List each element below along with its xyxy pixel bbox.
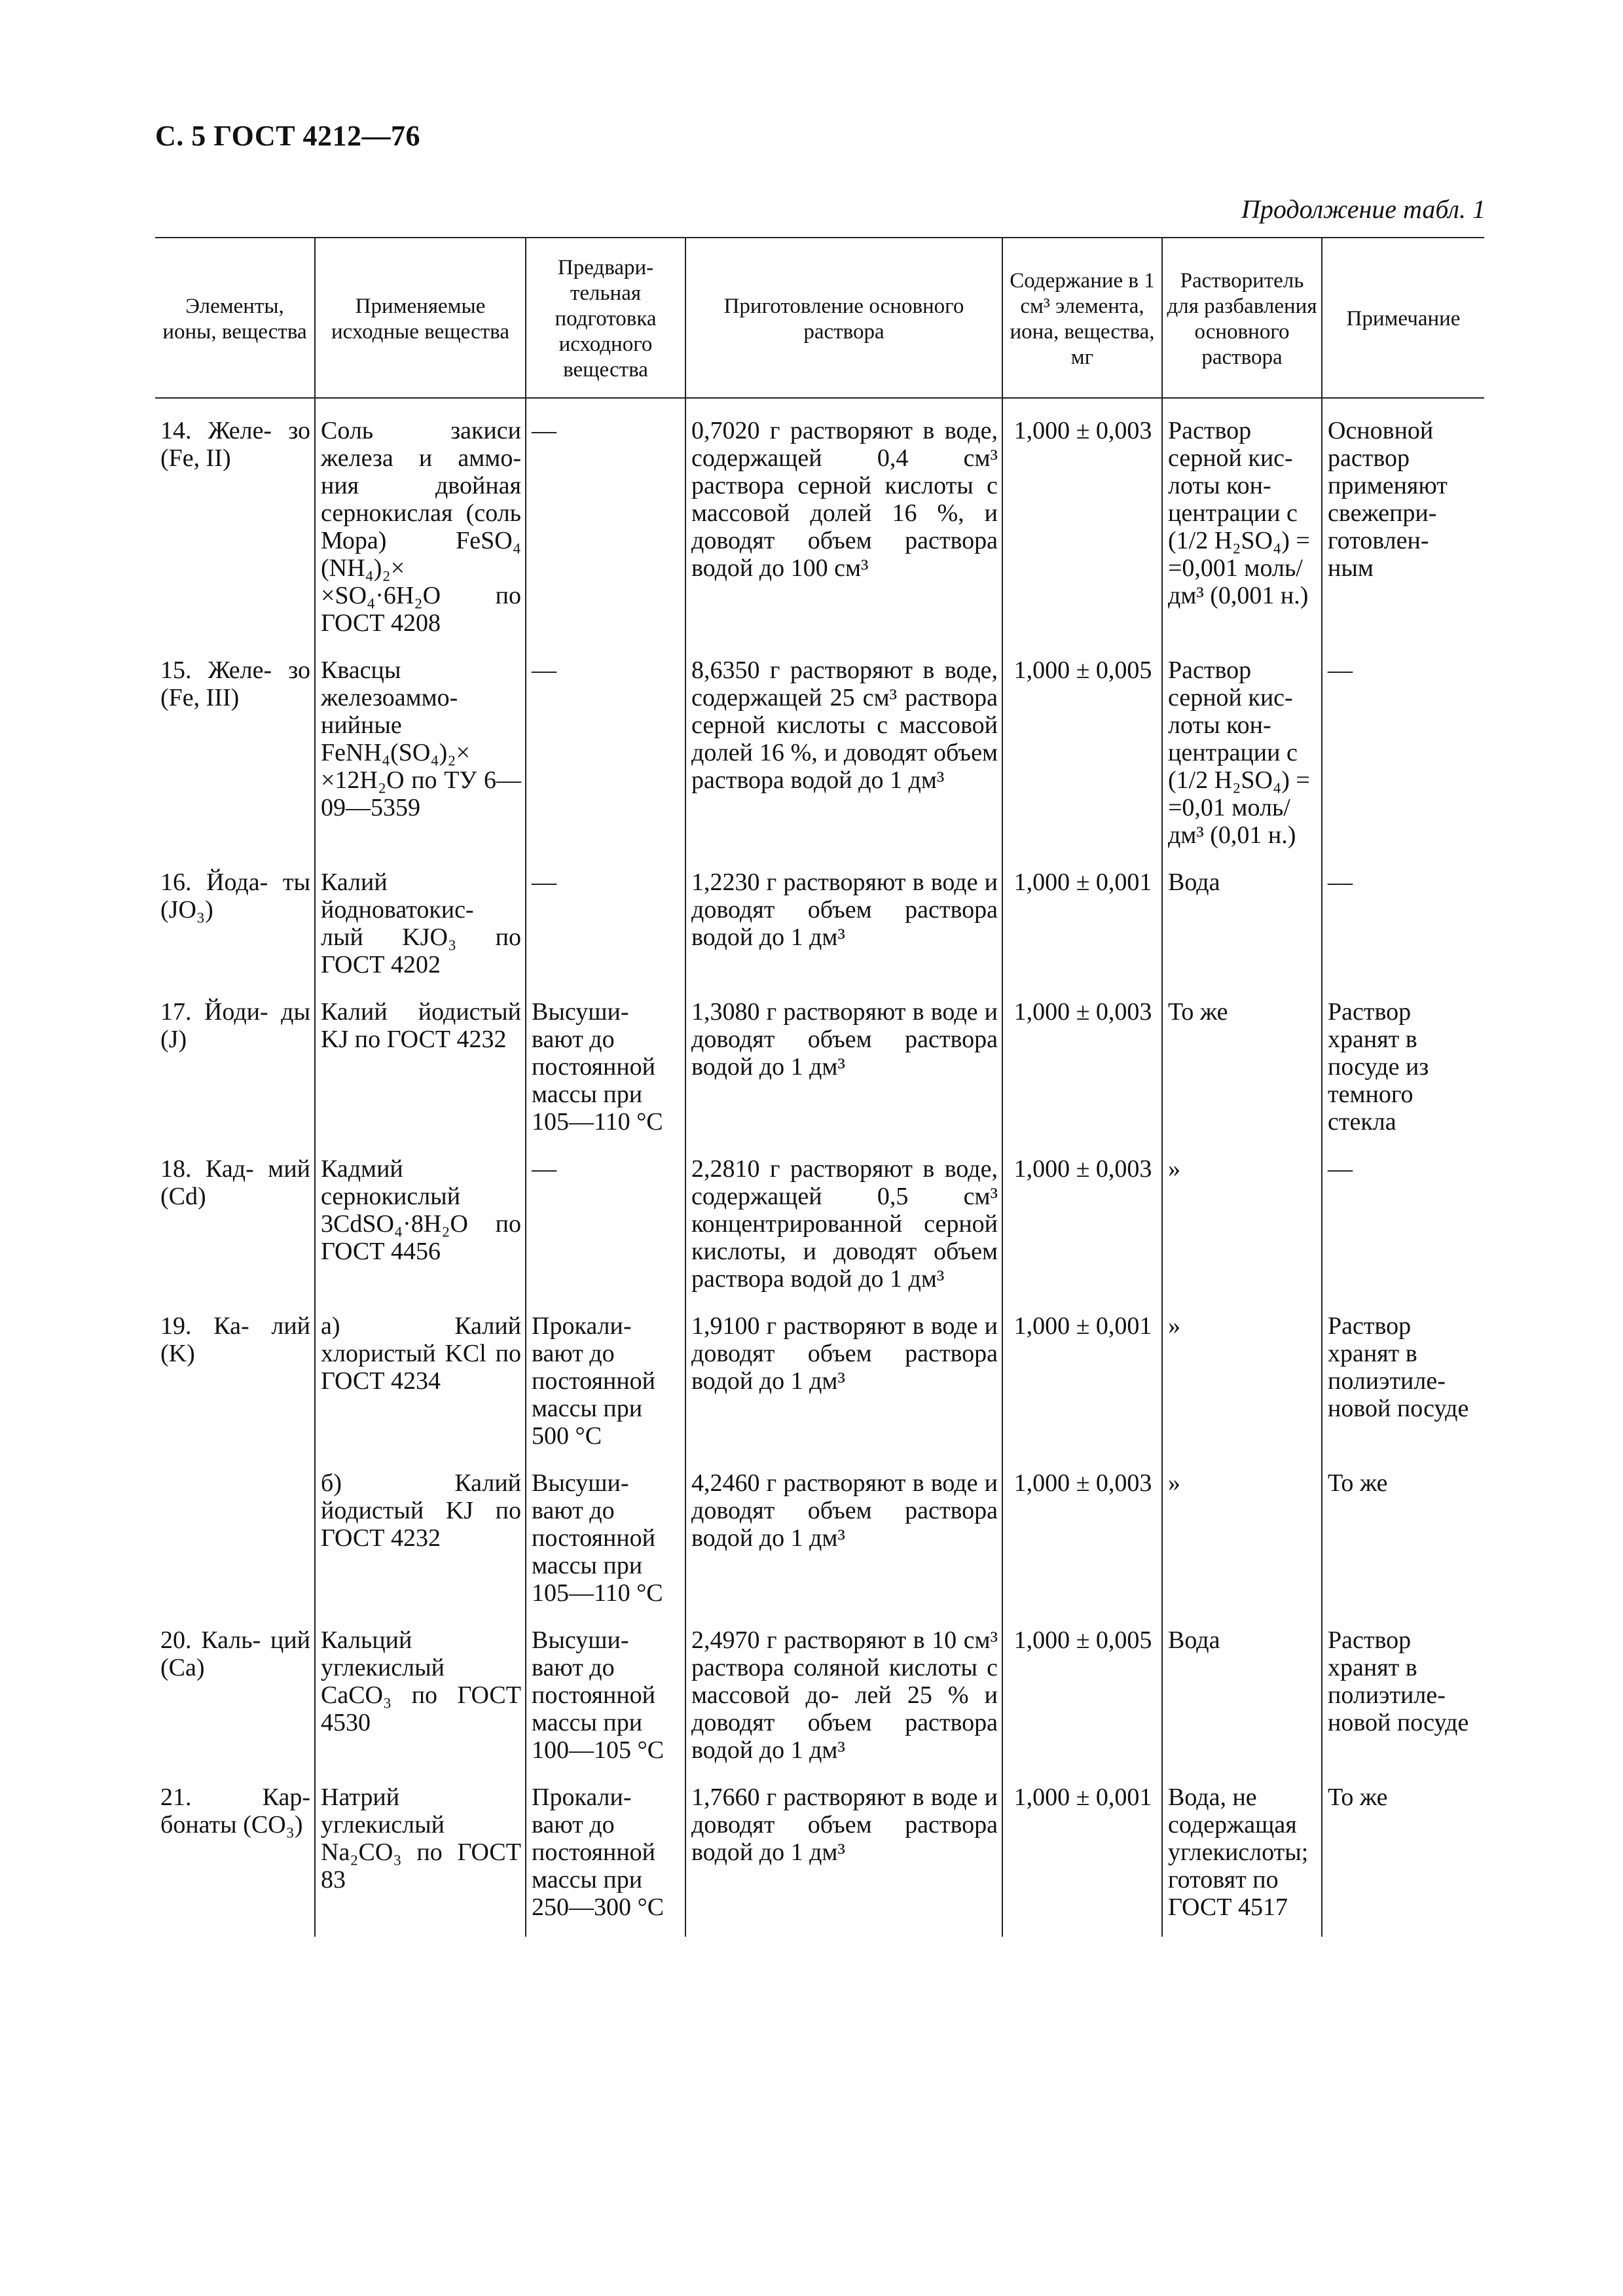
substance-cell: б) Калий йодистый KJ по ГОСТ 4232 — [315, 1465, 526, 1623]
solution-cell: 2,2810 г растворяют в воде, содержащей 0,5 см³ концентрированной серной кислоты, и доводят объем раствора водой до 1 дм³ — [685, 1151, 1002, 1308]
content-cell: 1,000 ± 0,005 — [1002, 1623, 1162, 1780]
pretreatment-cell: Высуши- вают до постоянной массы при 105—110 °С — [526, 1465, 685, 1623]
pretreatment-cell: Прокали- вают до постоянной массы при 250—300 °С — [526, 1780, 685, 1937]
solvent-cell: Вода, не содержащая углекислоты; готовят по ГОСТ 4517 — [1162, 1780, 1322, 1937]
solvent-cell: Вода — [1162, 865, 1322, 994]
table-row — [155, 1623, 1484, 1780]
note-cell: То же — [1322, 1780, 1484, 1937]
note-cell: Раствор хранят в полиэтиле- новой посуде — [1322, 1623, 1484, 1780]
element-cell: 14. Желе- зо (Fe, II) — [160, 417, 310, 472]
element-cell: 18. Кад- мий (Cd) — [160, 1155, 310, 1210]
content-cell: 1,000 ± 0,003 — [1002, 1151, 1162, 1308]
solvent-cell: Вода — [1162, 1623, 1322, 1780]
content-cell: 1,000 ± 0,003 — [1002, 1465, 1162, 1623]
content-cell: 1,000 ± 0,001 — [1002, 1308, 1162, 1465]
content-cell: 1,000 ± 0,001 — [1002, 1780, 1162, 1937]
solvent-cell: » — [1162, 1465, 1322, 1623]
table-row — [155, 1780, 1484, 1937]
solvent-cell: Раствор серной кис- лоты кон- центрации c (1/2 H₂SO₄) = =0,001 моль/дм³ (0,001 н.) — [1162, 398, 1322, 653]
substance-cell: Кадмий сернокислый 3CdSO₄·8H₂O по ГОСТ 4456 — [315, 1151, 526, 1308]
page-title: С. 5 ГОСТ 4212—76 — [155, 120, 421, 152]
pretreatment-cell: — — [526, 1151, 685, 1308]
solution-cell: 1,3080 г растворяют в воде и доводят объем раствора водой до 1 дм³ — [685, 994, 1002, 1151]
column-header: Предвари- тельная подготовка исходного вещества — [526, 238, 685, 398]
substance-cell: Кальций углекислый CaCO₃ по ГОСТ 4530 — [315, 1623, 526, 1780]
table-row — [155, 653, 1484, 865]
solution-cell: 1,9100 г растворяют в воде и доводят объем раствора водой до 1 дм³ — [685, 1308, 1002, 1465]
note-cell: То же — [1322, 1465, 1484, 1623]
table-row — [155, 1465, 1484, 1623]
reagent-table — [155, 237, 1484, 1937]
table-row — [155, 994, 1484, 1151]
content-cell: 1,000 ± 0,001 — [1002, 865, 1162, 994]
column-header: Примечание — [1322, 238, 1484, 398]
solution-cell: 1,7660 г растворяют в воде и доводят объем раствора водой до 1 дм³ — [685, 1780, 1002, 1937]
note-cell: — — [1322, 1151, 1484, 1308]
column-header: Содержание в 1 см³ элемента, иона, вещества, мг — [1002, 238, 1162, 398]
content-cell: 1,000 ± 0,003 — [1002, 994, 1162, 1151]
element-cell: 21. Кар- бонаты (CO₃) — [160, 1784, 310, 1839]
solution-cell: 8,6350 г растворяют в воде, содержащей 25 см³ раствора серной кислоты с массовой долей 16 %, и доводят объем раствора водой до 1 дм³ — [685, 653, 1002, 865]
substance-cell: Квасцы железоаммо- нийные FeNH₄(SO₄)₂× ×12H₂O по ТУ 6—09—5359 — [315, 653, 526, 865]
column-header: Растворитель для разбавления основного раствора — [1162, 238, 1322, 398]
column-header: Элементы, ионы, вещества — [155, 238, 315, 398]
note-cell: — — [1322, 865, 1484, 994]
element-cell: 17. Йоди- ды (J) — [160, 998, 310, 1053]
table-row — [155, 1151, 1484, 1308]
note-cell: Основной раствор применяют свежепри- готовлен- ным — [1322, 398, 1484, 653]
solvent-cell: Раствор серной кис- лоты кон- центрации c (1/2 H₂SO₄) = =0,01 моль/дм³ (0,01 н.) — [1162, 653, 1322, 865]
substance-cell: Калий йодноватокис- лый KJO₃ по ГОСТ 4202 — [315, 865, 526, 994]
pretreatment-cell: — — [526, 865, 685, 994]
note-cell: — — [1322, 653, 1484, 865]
element-cell: 20. Каль- ций (Ca) — [160, 1626, 310, 1681]
solution-cell: 0,7020 г растворяют в воде, содержащей 0,4 см³ раствора серной кислоты с массовой долей 16 %, и доводят объем раствора водой до 100 см³ — [685, 398, 1002, 653]
table-row — [155, 865, 1484, 994]
pretreatment-cell: — — [526, 653, 685, 865]
substance-cell: Соль закиси железа и аммо- ния двойная сернокислая (соль Мора) FeSO₄ (NH₄)₂× ×SO₄·6H₂O по ГОСТ 4208 — [315, 398, 526, 653]
substance-cell: Калий йодистый KJ по ГОСТ 4232 — [315, 994, 526, 1151]
solvent-cell: » — [1162, 1308, 1322, 1465]
table-row — [155, 1308, 1484, 1465]
note-cell: Раствор хранят в посуде из темного стекла — [1322, 994, 1484, 1151]
column-header: Приготовление основного раствора — [685, 238, 1002, 398]
solution-cell: 1,2230 г растворяют в воде и доводят объем раствора водой до 1 дм³ — [685, 865, 1002, 994]
table-row — [155, 398, 1484, 653]
content-cell: 1,000 ± 0,005 — [1002, 653, 1162, 865]
table-header-row — [155, 238, 1484, 398]
pretreatment-cell: Высуши- вают до постоянной массы при 105—110 °С — [526, 994, 685, 1151]
table-continuation-label: Продолжение табл. 1 — [1241, 194, 1486, 224]
element-cell: 16. Йода- ты (JO₃) — [160, 869, 310, 924]
substance-cell: Натрий углекислый Na₂CO₃ по ГОСТ 83 — [315, 1780, 526, 1937]
pretreatment-cell: — — [526, 398, 685, 653]
content-cell: 1,000 ± 0,003 — [1002, 398, 1162, 653]
element-cell — [155, 1465, 315, 1623]
element-cell: 15. Желе- зо (Fe, III) — [160, 656, 310, 711]
element-cell: 19. Ка- лий (K) — [160, 1312, 310, 1367]
solution-cell: 2,4970 г растворяют в 10 см³ раствора соляной кислоты с массовой до- лей 25 % и доводят объем раствора водой до 1 дм³ — [685, 1623, 1002, 1780]
column-header: Применяемые исходные вещества — [315, 238, 526, 398]
pretreatment-cell: Прокали- вают до постоянной массы при 500 °С — [526, 1308, 685, 1465]
substance-cell: а) Калий хлористый KCl по ГОСТ 4234 — [315, 1308, 526, 1465]
solution-cell: 4,2460 г растворяют в воде и доводят объем раствора водой до 1 дм³ — [685, 1465, 1002, 1623]
note-cell: Раствор хранят в полиэтиле- новой посуде — [1322, 1308, 1484, 1465]
pretreatment-cell: Высуши- вают до постоянной массы при 100—105 °С — [526, 1623, 685, 1780]
solvent-cell: » — [1162, 1151, 1322, 1308]
solvent-cell: То же — [1162, 994, 1322, 1151]
